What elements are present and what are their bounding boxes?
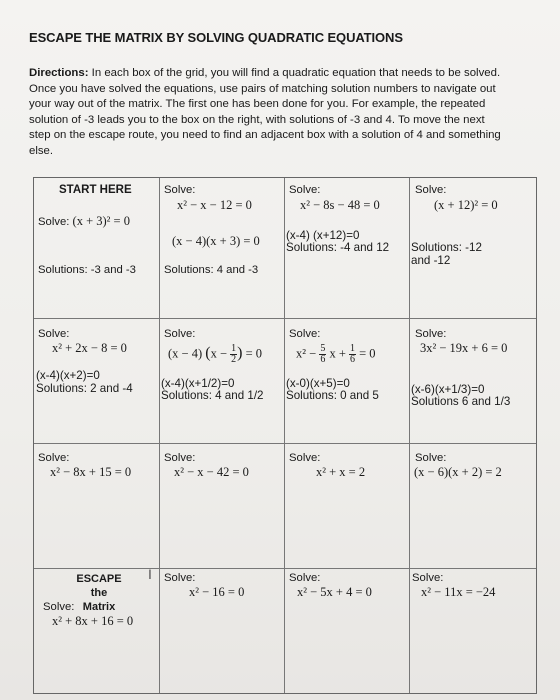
directions-line-6: else.	[29, 144, 54, 157]
r2c2-solve-label: Solve:	[164, 328, 196, 340]
r2c1-solve-label: Solve:	[38, 328, 70, 340]
r1c3-solutions: Solutions: -4 and 12	[286, 241, 390, 254]
directions-line-5: step on the escape route, you need to find an adjacent box with a solution of 4 and something	[29, 129, 501, 142]
r2c2-equation: (x − 4) (x − $\frac{1}{2}$ ) = 0	[168, 343, 263, 365]
worksheet-title: ESCAPE THE MATRIX BY SOLVING QUADRATIC EQUATIONS	[29, 30, 403, 45]
r3c3-solve-label: Solve:	[289, 452, 321, 464]
r4c3-equation: x² − 5x + 4 = 0	[297, 585, 372, 599]
r3c2-solve-label: Solve:	[164, 452, 196, 464]
grid-divider	[34, 318, 536, 319]
r4c2-solve-label: Solve:	[164, 572, 196, 584]
r2c4-solutions: Solutions 6 and 1/3	[411, 395, 511, 408]
r3c3-equation: x² + x = 2	[316, 465, 366, 479]
r2c4-factored: (x-6)(x+1/3)=0	[411, 383, 485, 396]
text-cursor-icon: I	[148, 566, 152, 582]
r2c1-equation: x² + 2x − 8 = 0	[52, 341, 127, 355]
r2c1-solutions: Solutions: 2 and -4	[36, 382, 133, 395]
r1c4-solutions: Solutions: -12	[411, 241, 482, 254]
r1c2-solve-label: Solve:	[164, 184, 196, 196]
r4c3-solve-label: Solve:	[289, 572, 321, 584]
r1c1-solutions: Solutions: -3 and -3	[38, 264, 136, 276]
r2c3-solutions: Solutions: 0 and 5	[286, 389, 379, 402]
escape-matrix-grid	[33, 177, 537, 694]
fraction: $\frac{1}{6}$	[350, 343, 355, 365]
r2c4-solve-label: Solve:	[415, 328, 447, 340]
fraction: $\frac{1}{2}$	[231, 343, 237, 365]
r2c3-solve-label: Solve:	[289, 328, 321, 340]
start-here-label: START HERE	[59, 184, 132, 196]
r4c1-solve-label: Solve:	[43, 601, 75, 613]
r1c2-equation: x² − x − 12 = 0	[177, 198, 252, 212]
directions-line-4: solution of -3 leads you to the box on the right, with solutions of -3 and 4. To move the next	[29, 113, 485, 126]
grid-divider	[34, 443, 536, 444]
r1c1-equation: Solve: (x + 3)² = 0	[38, 214, 130, 228]
r3c4-solve-label: Solve:	[415, 452, 447, 464]
r1c2-solutions: Solutions: 4 and -3	[164, 264, 259, 276]
r1c3-solve-label: Solve:	[289, 184, 321, 196]
r4c4-solve-label: Solve:	[412, 572, 444, 584]
grid-divider	[159, 178, 160, 693]
grid-divider	[284, 178, 285, 693]
r2c4-equation: 3x² − 19x + 6 = 0	[420, 341, 508, 355]
r3c4-equation: (x − 6)(x + 2) = 2	[414, 465, 502, 479]
r1c2-factored: (x − 4)(x + 3) = 0	[172, 234, 260, 248]
r1c3-factored: (x-4) (x+12)=0	[286, 229, 360, 242]
r2c3-equation: x² − $\frac{5}{6}$ x + $\frac{1}{6}$ = 0	[296, 343, 376, 365]
r1c4-solutions-cont: and -12	[411, 254, 451, 267]
r3c1-equation: x² − 8x + 15 = 0	[50, 465, 132, 479]
r1c4-solve-label: Solve:	[415, 184, 447, 196]
r2c2-solutions: Solutions: 4 and 1/2	[161, 389, 264, 402]
r4c4-equation: x² − 11x = −24	[421, 585, 496, 599]
r3c2-equation: x² − x − 42 = 0	[174, 465, 249, 479]
grid-divider	[409, 178, 410, 693]
grid-divider	[34, 568, 536, 569]
directions-line-1: In each box of the grid, you will find a quadratic equation that needs to be solved.	[91, 67, 501, 79]
r4c1-equation: x² + 8x + 16 = 0	[52, 614, 134, 628]
r2c2-factored: (x-4)(x+1/2)=0	[161, 377, 235, 390]
directions-line-3: your way out of the matrix. The first one has been done for you. For example, the repeated	[29, 98, 486, 111]
r2c1-factored: (x-4)(x+2)=0	[36, 369, 100, 382]
escape-label: ESCAPE the Matrix	[76, 573, 122, 613]
directions-line-2: Once you have solved the equations, use pairs of matching solution numbers to navigate out	[29, 82, 496, 95]
r1c4-equation: (x + 12)² = 0	[434, 198, 498, 212]
r3c1-solve-label: Solve:	[38, 452, 70, 464]
r1c3-equation: x² − 8s − 48 = 0	[300, 198, 380, 212]
r4c2-equation: x² − 16 = 0	[189, 585, 245, 599]
fraction: $\frac{5}{6}$	[320, 343, 326, 365]
directions-block	[29, 66, 537, 160]
directions-label: Directions:	[29, 67, 89, 79]
r2c3-factored: (x-0)(x+5)=0	[286, 377, 350, 390]
